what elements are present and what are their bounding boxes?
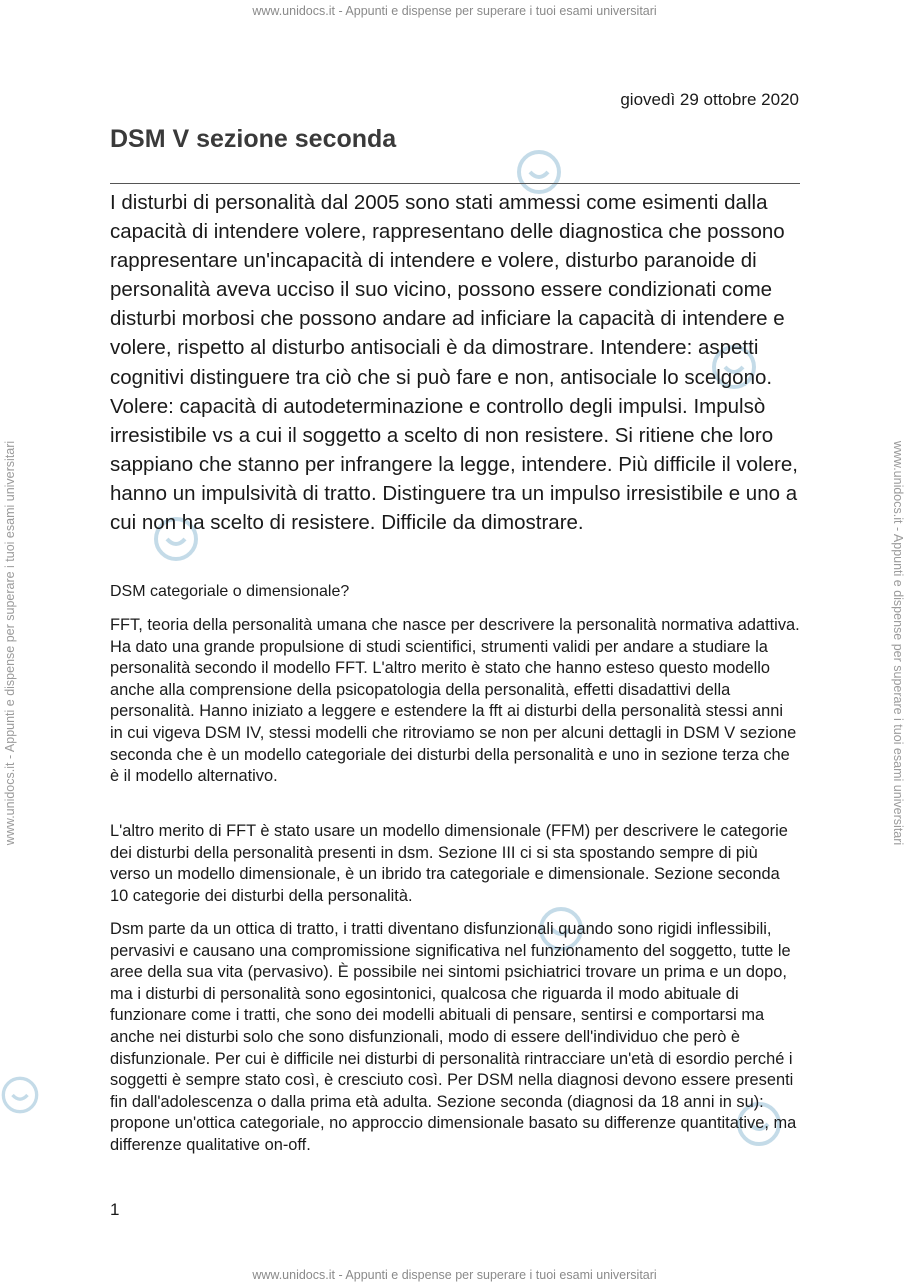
- page-number: 1: [110, 1200, 120, 1219]
- watermark-side-right: www.unidocs.it - Appunti e dispense per superare i tuoi esami universitari: [891, 440, 905, 846]
- title-divider: [110, 183, 800, 184]
- section-subheading: DSM categoriale o dimensionale?: [110, 583, 350, 600]
- body-paragraph: Dsm parte da un ottica di tratto, i tratti diventano disfunzionali quando sono rigidi inflessibili, pervasivi e causano una compromissione significativa nel funzionamento del soggetto, tutte le aree della sua vita (pervasivo). È possibile nei sintomi psichiatrici trovare un prima e un dopo, ma i disturbi di personalità sono egosintonici, qualcosa che riguarda il modo abituale di funzionare come i tratti, che sono dei modelli abituali di pensare, sentirsi e comportarsi ma anche nei disturbi solo che sono disfunzionali, modo di essere dell'individuo che però è disfunzionale. Per cui è difficile nei disturbi di personalità rintracciare un'età di esordio perché i soggetti è sempre stato così, è cresciuto così. Per DSM nella diagnosi devono essere presenti fin dall'adolescenza o dalla prima età adulta. Sezione seconda (diagnosi da 18 anni in su): propone un'ottica categoriale, no approccio dimensionale basato su differenze quantitative, ma differenze qualitative on-off.: [110, 920, 797, 1154]
- watermark-side-left: www.unidocs.it - Appunti e dispense per superare i tuoi esami universitari: [3, 440, 17, 846]
- lead-paragraph: I disturbi di personalità dal 2005 sono stati ammessi come esimenti dalla capacità di intendere volere, rappresentano delle diagnostica che possono rappresentare un'incapacità di intendere e volere, disturbo paranoide di personalità aveva ucciso il suo vicino, possono essere condizionati come disturbi morbosi che possono andare ad inficiare la capacità di intendere e volere, rispetto al disturbo antisociali è da dimostrare. Intendere: aspetti cognitivi distinguere tra ciò che si può fare e non, antisociale lo scelgono. Volere: capacità di autodeterminazione e controllo degli impulsi. Impulsò irresistibile vs a cui il soggetto a scelto di non resistere. Si ritiene che loro sappiano che stanno per infrangere la legge, intendere. Più difficile il volere, hanno un impulsività di tratto. Distinguere tra un impulso irresistibile e uno a cui non ha scelto di resistere. Difficile da dimostrare.: [110, 191, 798, 535]
- body-paragraph: FFT, teoria della personalità umana che nasce per descrivere la personalità normativa adattiva. Ha dato una grande propulsione di studi scientifici, strumenti validi per andare a studiare la personalità secondo il modello FFT. L'altro merito è stato che hanno esteso questo modello anche alla comprensione della psicopatologia della personalità, effetti disadattivi della personalità. Hanno iniziato a leggere e estendere la fft ai disturbi della personalità stessi anni in cui vigeva DSM IV, stessi modelli che ritroviamo se non per alcuni dettagli in DSM V sezione seconda che è un modello categoriale dei disturbi della personalità e uno in sezione terza che è il modello alternativo.: [110, 616, 800, 786]
- document-date: giovedì 29 ottobre 2020: [620, 90, 799, 109]
- body-paragraph: L'altro merito di FFT è stato usare un modello dimensionale (FFM) per descrivere le categorie dei disturbi della personalità presenti in dsm. Sezione III ci si sta spostando sempre di più verso un modello dimensionale, è un ibrido tra categoriale e dimensionale. Sezione seconda 10 categorie dei disturbi della personalità.: [110, 822, 788, 905]
- watermark-banner-bottom: www.unidocs.it - Appunti e dispense per superare i tuoi esami universitari: [252, 1268, 657, 1282]
- unidocs-logo-icon: [0, 1075, 40, 1115]
- page-title: DSM V sezione seconda: [110, 125, 397, 153]
- watermark-banner-top: www.unidocs.it - Appunti e dispense per superare i tuoi esami universitari: [252, 4, 657, 18]
